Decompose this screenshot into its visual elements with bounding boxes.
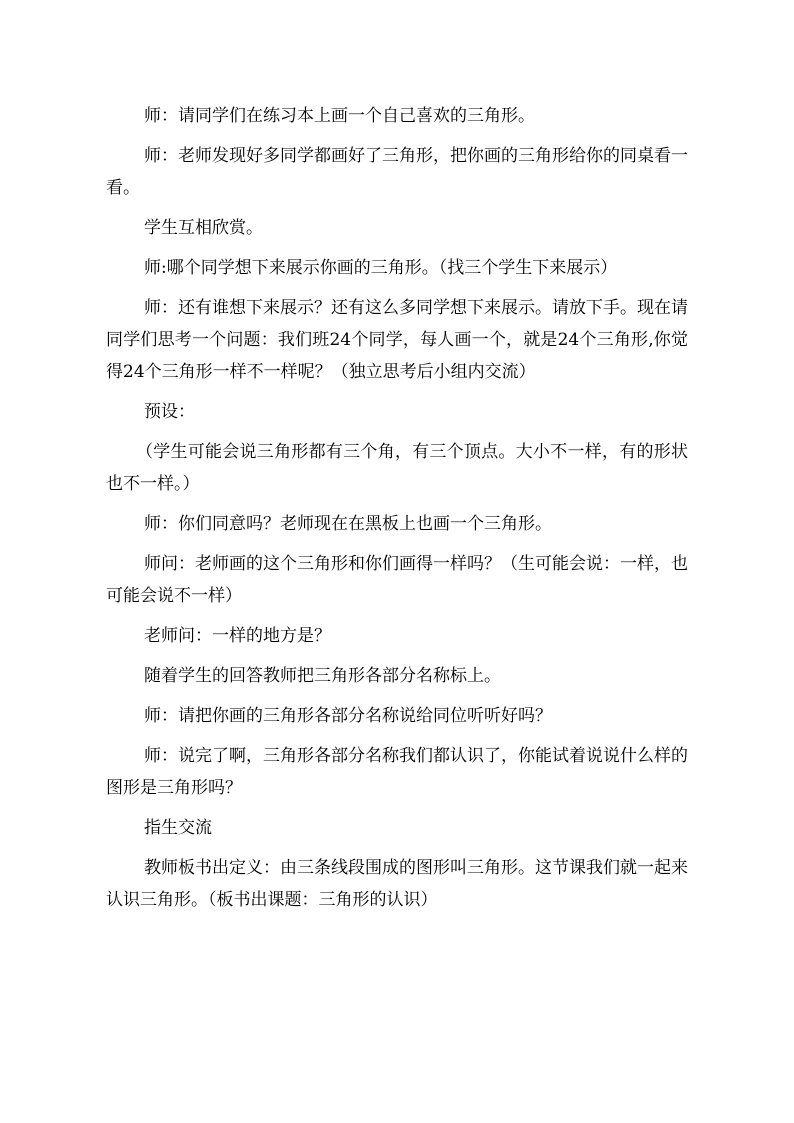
- paragraph-11: 随着学生的回答教师把三角形各部分名称标上。: [144, 666, 501, 686]
- paragraph-6: 预设：: [144, 402, 195, 422]
- paragraph-12: 师：请把你画的三角形各部分名称说给同位听听好吗？: [144, 706, 552, 726]
- paragraph-15: 教师板书出定义：由三条线段围成的图形叫三角形。这节课我们就一起来认识三角形。（板书出课题：三角形的认识）: [106, 858, 688, 910]
- paragraph-9: 师问：老师画的这个三角形和你们画得一样吗？（生可能会说：一样，也可能会说不一样）: [106, 554, 688, 606]
- paragraph-8: 师：你们同意吗？老师现在在黑板上也画一个三角形。: [144, 514, 552, 534]
- paragraph-10: 老师问：一样的地方是？: [144, 626, 331, 646]
- paragraph-13: 师：说完了啊，三角形各部分名称我们都认识了，你能试着说说什么样的图形是三角形吗？: [106, 746, 688, 798]
- paragraph-2: 师：老师发现好多同学都画好了三角形，把你画的三角形给你的同桌看一看。: [106, 146, 688, 198]
- paragraph-7: （学生可能会说三角形都有三个角，有三个顶点。大小不一样，有的形状也不一样。）: [106, 442, 688, 494]
- paragraph-14: 指生交流: [144, 818, 212, 838]
- paragraph-3: 学生互相欣赏。: [144, 218, 263, 238]
- paragraph-5: 师：还有谁想下来展示？还有这么多同学想下来展示。请放下手。现在请同学们思考一个问题：我们班24个同学，每人画一个，就是24个三角形,你觉得24个三角形一样不一样呢？（独立思考后小组内交流）: [106, 298, 688, 382]
- paragraph-4: 师:哪个同学想下来展示你画的三角形。（找三个学生下来展示）: [144, 258, 618, 278]
- paragraph-1: 师：请同学们在练习本上画一个自己喜欢的三角形。: [144, 106, 535, 126]
- document-body: [106, 100, 688, 924]
